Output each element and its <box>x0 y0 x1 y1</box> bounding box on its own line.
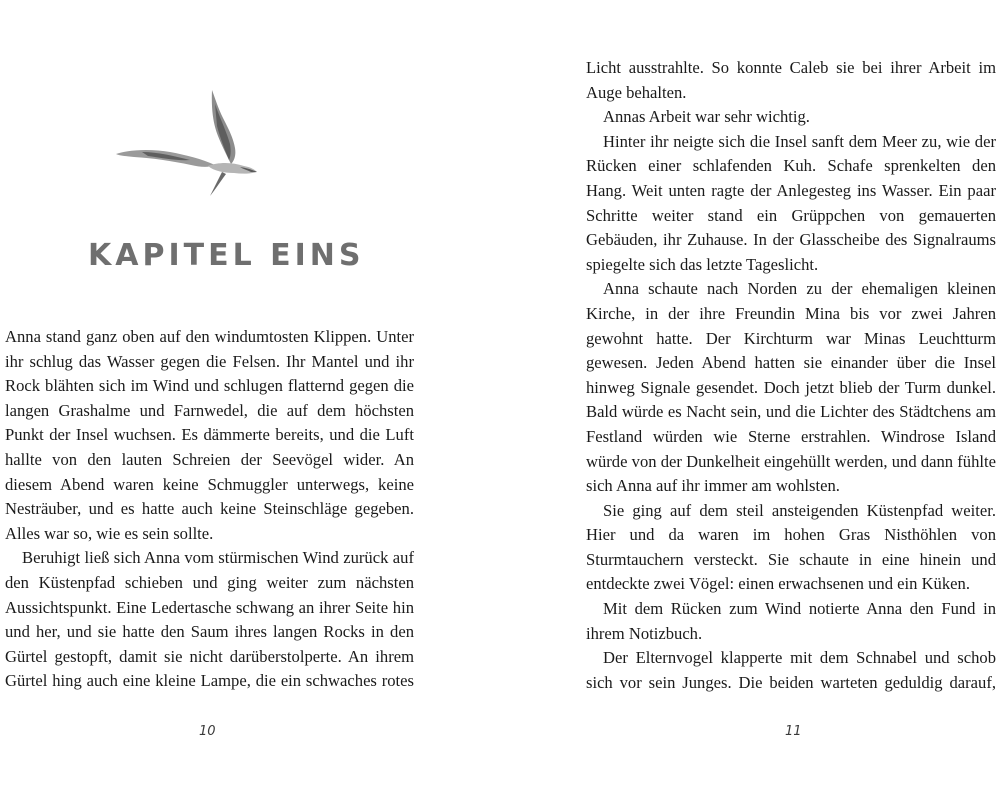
paragraph: Mit dem Rücken zum Wind notierte Anna den Fund in ihrem Notizbuch. <box>586 599 996 643</box>
paragraph: Licht ausstrahlte. So konnte Caleb sie bei ihrer Arbeit im Auge behalten. <box>586 58 996 102</box>
paragraph: Sie ging auf dem steil ansteigenden Küstenpfad weiter. Hier und da waren im hohen Gras Nisthöhlen von Sturmtauchern versteckt. Sie schaute in eine hinein und entdeckte zwei Vögel: einen erwachsenen und ein Küken. <box>586 500 996 594</box>
paragraph: Der Elternvogel klapperte mit dem Schnabel und schob sich vor sein Junges. Die beiden warteten geduldig darauf, <box>586 648 996 692</box>
paragraph: Beruhigt ließ sich Anna vom stürmischen Wind zurück auf den Küstenpfad schieben und ging weiter zum nächsten Aussichtspunkt. Eine Ledertasche schwang an ihrer Seite hin und her, und sie hatte den Saum ihres langen Rocks in den Gürtel gestopft, damit sie nicht darüberstolperte. An ihrem Gürtel hing auch eine kleine Lampe, die ein schwaches rotes <box>5 548 414 691</box>
chapter-title: KAPITEL EINS <box>88 238 365 273</box>
page-number: 10 <box>199 724 216 739</box>
paragraph: Anna schaute nach Norden zu der ehemaligen kleinen Kirche, in der ihre Freundin Mina bis vor zwei Jahren gewohnt hatte. Der Kirchturm war Minas Leuchtturm gewesen. Jeden Abend hatten sie einander über die Insel hinweg Signale gesendet. Doch jetzt blieb der Turm dunkel. Bald würde es Nacht sein, und die Lichter des Städtchens am Festland würden wie Sterne erstrahlen. Windrose Island würde von der Dunkelheit eingehüllt werden, und dann fühlte sich Anna auf ihr immer am wohlsten. <box>586 279 996 496</box>
right-page-body <box>586 56 996 695</box>
paragraph: Annas Arbeit war sehr wichtig. <box>603 107 810 127</box>
right-page <box>500 0 1000 800</box>
seagull-illustration <box>112 86 262 201</box>
paragraph: Anna stand ganz oben auf den windumtosten Klippen. Unter ihr schlug das Wasser gegen die Felsen. Ihr Mantel und ihr Rock blähten sich im Wind und schlugen flatternd gegen die langen Grashalme und Farnwedel, die auf dem höchsten Punkt der Insel wuchsen. Es dämmerte bereits, und die Luft hallte von den lauten Schreien der Seevögel wider. An diesem Abend waren keine Schmuggler unterwegs, keine Nesträuber, und es hatte auch keine Steinschläge gegeben. Alles war so, wie es sein sollte. <box>5 327 414 543</box>
page-number: 11 <box>785 724 802 739</box>
paragraph: Hinter ihr neigte sich die Insel sanft dem Meer zu, wie der Rücken einer schlafenden Kuh. Schafe sprenkelten den Hang. Weit unten ragte der Anlegesteg ins Wasser. Ein paar Schritte weiter stand ein Grüppchen von gemauerten Gebäuden, ihr Zuhause. In der Glasscheibe des Signalraums spiegelte sich das letzte Tageslicht. <box>586 131 996 274</box>
left-page-body <box>5 325 414 694</box>
